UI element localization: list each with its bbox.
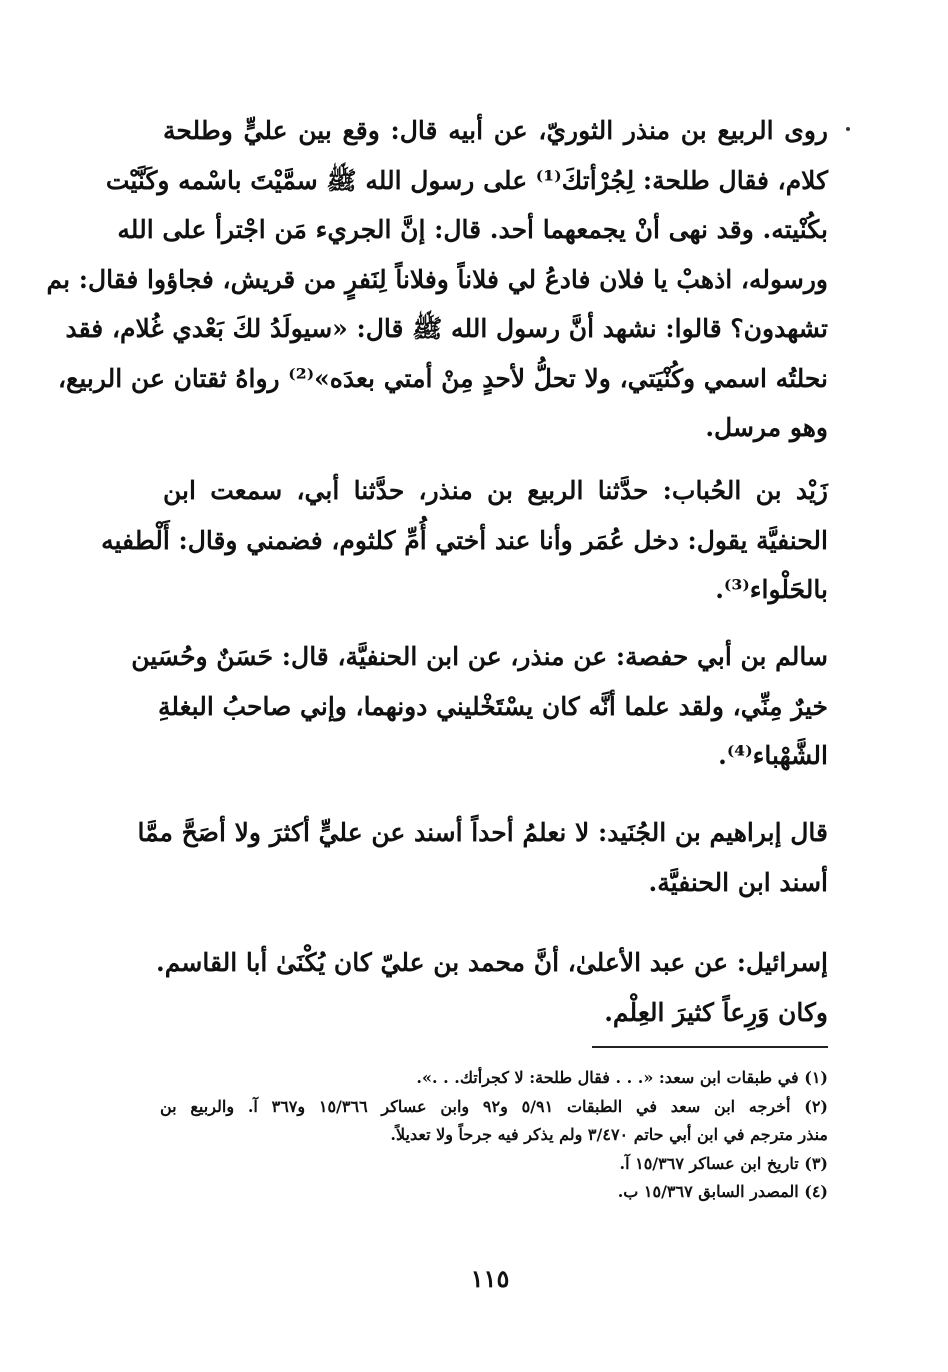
footnotes	[160, 1064, 828, 1207]
text-line: ورسوله، اذهبْ يا فلان فادعُ لي فلاناً وفلاناً لِنَفرٍ من قريش، فجاؤوا فقال: بم	[46, 264, 828, 294]
paragraph-rabi-ibn-mundhir	[46, 106, 828, 453]
paragraph-zayd-ibn-al-hubab	[101, 466, 828, 615]
text-line: سالم بن أبي حفصة: عن منذر، عن ابن الحنفيَّة، قال: حَسَنٌ وحُسَين	[131, 642, 828, 671]
footnote-separator	[592, 1046, 828, 1048]
text-line: تشهدون؟ قالوا: نشهد أنَّ رسول الله ﷺ قال: «سيولَدُ لكَ بَعْدي غُلام، فقد	[65, 314, 828, 343]
footnote-4: (٤) المصدر السابق ١٥/٣٦٧ ب.	[617, 1182, 828, 1201]
text-line: الشَّهْباء⁽⁴⁾.	[718, 741, 828, 770]
text-line: قال إبراهيم بن الجُنَيد: لا نعلمُ أحداً أسند عن عليٍّ أكثرَ ولا أصَحَّ ممَّا	[137, 818, 828, 847]
text-line: بكُنْيته. وقد نهى أنْ يجمعهما أحد. قال: إنَّ الجريء مَن اجْترأ على الله	[117, 215, 828, 244]
text-line: خيرٌ مِنِّي، ولقد علما أنَّه كان يسْتَخْليني دونهما، وإني صاحبُ البغلةِ	[157, 691, 828, 721]
text-line: الحنفيَّة يقول: دخل عُمَر وأنا عند أختي أُمِّ كلثوم، فضمني وقال: أَلْطفيه	[101, 525, 828, 555]
footnote-2: (٢) أخرجه ابن سعد في الطبقات ٥/٩١ و٩٢ وابن عساكر ١٥/٣٦٦ و٣٦٧ آ. والربيع بن	[160, 1096, 828, 1116]
text-line: نحلتُه اسمي وكُنْيَتي، ولا تحلُّ لأحدٍ مِنْ أمتي بعدَه»⁽²⁾ رواهُ ثقتان عن الربيع،	[57, 363, 828, 393]
footnote-3: (٣) تاريخ ابن عساكر ١٥/٣٦٧ آ.	[619, 1153, 828, 1173]
text-line: أسند ابن الحنفيَّة.	[648, 867, 828, 897]
text-line: روى الربيع بن منذر الثوريّ، عن أبيه قال: وقع بين عليٍّ وطلحة	[163, 116, 828, 145]
paragraph-ibrahim-ibn-al-junayd	[137, 808, 828, 907]
margin-mark	[846, 127, 850, 131]
footnote-1: (١) في طبقات ابن سعد: «. . . فقال طلحة: لا كجرأتك. . .».	[416, 1068, 828, 1087]
text-line: كلام، فقال طلحة: لِجُرْأتكَ⁽¹⁾ على رسول الله ﷺ سمَّيْتَ باسْمه وكَنَّيْت	[105, 165, 828, 195]
text-line: وهو مرسل.	[705, 413, 828, 442]
page-number: ١١٥	[470, 1264, 510, 1293]
text-line: بالحَلْواء⁽³⁾.	[715, 575, 828, 604]
paragraph-salim-ibn-abi-hafsa	[131, 632, 828, 781]
text-line: إسرائيل: عن عبد الأعلىٰ، أنَّ محمد بن عليّ كان يُكْنَىٰ أبا القاسم.	[156, 948, 828, 977]
text-line: وكان وَرِعاً كثيرَ العِلْم.	[604, 997, 828, 1027]
footnote-2-continued: منذر مترجم في ابن أبي حاتم ٣/٤٧٠ ولم يذكر فيه جرحاً ولا تعديلاً.	[390, 1125, 828, 1144]
paragraph-israil	[156, 938, 828, 1037]
text-line: زَيْد بن الحُباب: حدَّثنا الربيع بن منذر، حدَّثنا أبي، سمعت ابن	[163, 476, 828, 505]
